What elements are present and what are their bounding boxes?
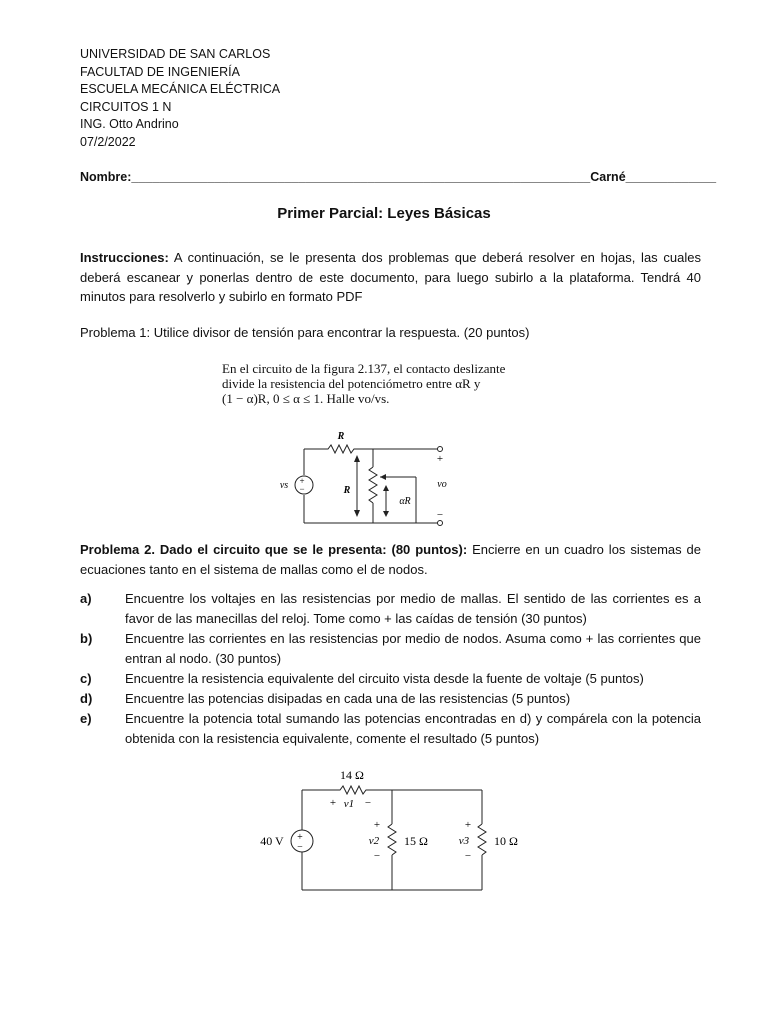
faculty-name: FACULTAD DE INGENIERÍA bbox=[80, 64, 240, 79]
resistor-10-ohm-label: 10 Ω bbox=[494, 834, 518, 848]
list-marker: e) bbox=[80, 711, 92, 726]
resistor-15-ohm-label: 15 Ω bbox=[404, 834, 428, 848]
v1-label: v1 bbox=[343, 798, 355, 810]
source-vs-label: vs bbox=[279, 480, 289, 491]
problem1-statement: Problema 1: Utilice divisor de tensión para encontrar la respuesta. (20 puntos) bbox=[80, 325, 530, 340]
document-header bbox=[80, 46, 280, 152]
list-marker: c) bbox=[80, 671, 92, 686]
resistor-r-label: R bbox=[337, 431, 345, 442]
list-marker: d) bbox=[80, 691, 93, 706]
problem1-circuit-diagram bbox=[270, 425, 460, 530]
v1-plus-sign: + bbox=[329, 797, 337, 809]
list-marker: a) bbox=[80, 591, 92, 606]
source-minus-sign: − bbox=[299, 484, 305, 494]
student-info-line bbox=[80, 170, 716, 184]
problem2-statement bbox=[80, 540, 701, 579]
source-40v-label: 40 V bbox=[260, 834, 284, 848]
problem2-label: Problema 2. Dado el circuito que se le presenta: (80 puntos): bbox=[80, 542, 468, 557]
instructions-label: Instrucciones: bbox=[80, 250, 169, 265]
problem2-text: Encierre en un cuadro los sistemas de ecuaciones tanto en el sistema de mallas como el de nodos. bbox=[80, 542, 701, 577]
potentiometer-r-label: R bbox=[343, 485, 351, 496]
list-item-text: Encuentre la resistencia equivalente del circuito vista desde la fuente de voltaje (5 puntos) bbox=[125, 671, 644, 686]
carne-field-label: Carné_____________ bbox=[590, 170, 717, 184]
v2-minus-sign: − bbox=[373, 850, 381, 862]
problem2-circuit-diagram bbox=[250, 762, 540, 897]
figure-text-line3: (1 − α)R, 0 ≤ α ≤ 1. Halle vo/vs. bbox=[222, 391, 390, 406]
list-item-text: Encuentre la potencia total sumando las potencias encontradas en d) y compárela con la potencia obtenida con la resistencia equivalente, comente el resultado (5 puntos) bbox=[125, 711, 701, 746]
problem2-task-list bbox=[80, 589, 701, 749]
alpha-r-label: αR bbox=[399, 496, 411, 507]
name-field-label: Nombre:__________________________________________________________________ bbox=[80, 170, 591, 184]
instructions-paragraph bbox=[80, 248, 701, 307]
list-item bbox=[80, 629, 701, 669]
v1-minus-sign: − bbox=[364, 797, 372, 809]
figure-text-line1: En el circuito de la figura 2.137, el contacto deslizante bbox=[222, 361, 506, 376]
exam-date: 07/2/2022 bbox=[80, 134, 136, 149]
list-item-text: Encuentre los voltajes en las resistencias por medio de mallas. El sentido de las corrientes es a favor de las manecillas del reloj. Tome como + las caídas de tensión (30 puntos) bbox=[125, 591, 701, 626]
figure-text-line2: divide la resistencia del potenciómetro entre αR y bbox=[222, 376, 481, 391]
list-item bbox=[80, 709, 701, 749]
v3-label: v3 bbox=[458, 835, 470, 847]
problem1-figure-text bbox=[222, 361, 505, 406]
list-marker: b) bbox=[80, 631, 93, 646]
output-plus-sign: + bbox=[436, 453, 444, 465]
source-plus-sign: + bbox=[297, 832, 303, 843]
v2-plus-sign: + bbox=[373, 819, 381, 831]
list-item bbox=[80, 689, 701, 709]
list-item bbox=[80, 669, 701, 689]
exam-title: Primer Parcial: Leyes Básicas bbox=[277, 205, 491, 222]
resistor-14-ohm-label: 14 Ω bbox=[340, 768, 364, 782]
output-vo-label: vo bbox=[437, 479, 447, 490]
professor-name: ING. Otto Andrino bbox=[80, 117, 179, 132]
output-minus-sign: − bbox=[436, 509, 444, 521]
course-name: CIRCUITOS 1 N bbox=[80, 99, 172, 114]
instructions-text: A continuación, se le presenta dos problemas que deberá resolver en hojas, las cuales deberá escanear y ponerlas dentro de este documento, para luego subirlo a la plataforma. Tendrá 40 minutos para resolverlo y subirlo en formato PDF bbox=[80, 250, 701, 305]
university-name: UNIVERSIDAD DE SAN CARLOS bbox=[80, 47, 271, 61]
list-item-text: Encuentre las potencias disipadas en cada una de las resistencias (5 puntos) bbox=[125, 691, 571, 706]
v3-minus-sign: − bbox=[464, 850, 472, 862]
source-minus-sign: − bbox=[297, 842, 303, 853]
list-item bbox=[80, 589, 701, 629]
school-name: ESCUELA MECÁNICA ELÉCTRICA bbox=[80, 82, 281, 97]
list-item-text: Encuentre las corrientes en las resistencias por medio de nodos. Asuma como + las corrientes que entran al nodo. (30 puntos) bbox=[125, 631, 701, 666]
v2-label: v2 bbox=[368, 835, 380, 847]
source-plus-sign: + bbox=[299, 476, 305, 486]
v3-plus-sign: + bbox=[464, 819, 472, 831]
